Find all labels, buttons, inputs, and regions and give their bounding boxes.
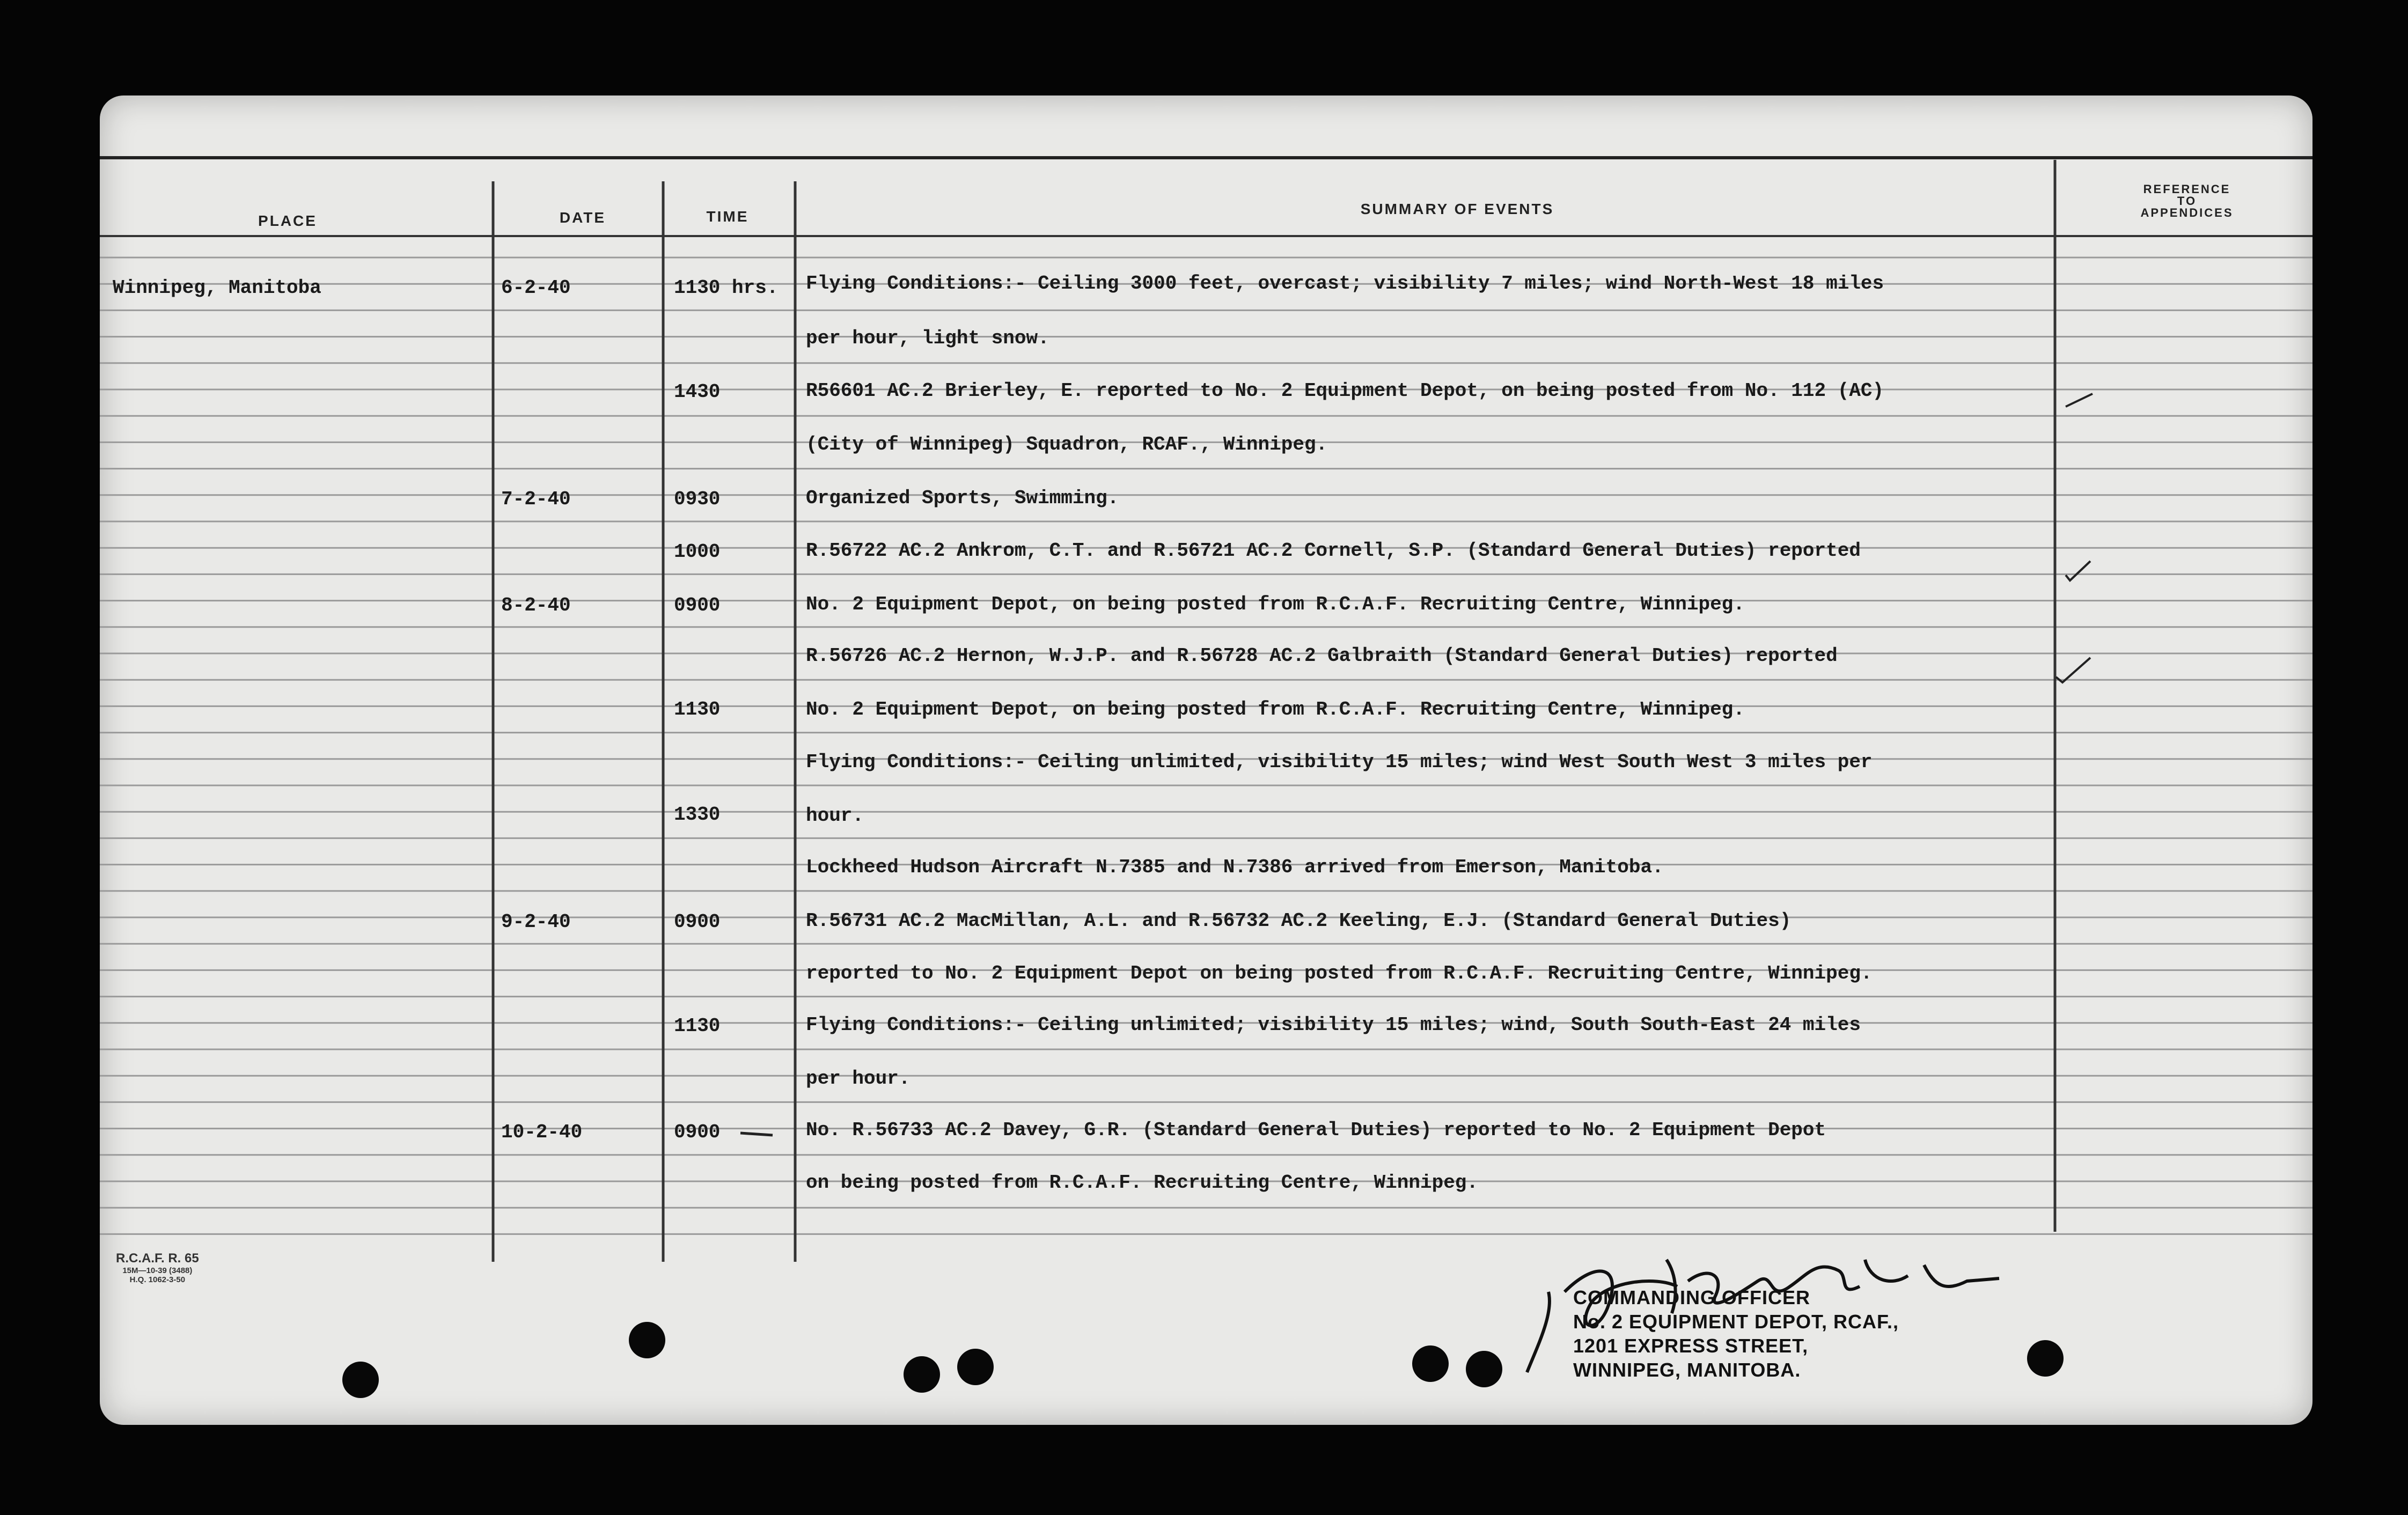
header-reference: APPENDICES bbox=[2140, 206, 2234, 219]
event-line: on being posted from R.C.A.F. Recruiting Centre, Winnipeg. bbox=[806, 1172, 1479, 1194]
diary-card bbox=[100, 95, 2312, 1425]
commanding-officer-stamp bbox=[1573, 1285, 1899, 1382]
event-line: R.56726 AC.2 Hernon, W.J.P. and R.56728 AC.2 Galbraith (Standard General Duties) reported bbox=[806, 645, 1838, 667]
punch-hole bbox=[629, 1322, 665, 1358]
punch-hole bbox=[1466, 1351, 1502, 1387]
check-mark bbox=[2053, 653, 2096, 686]
header-date: DATE bbox=[559, 209, 606, 226]
check-mark bbox=[2064, 385, 2096, 412]
time-cell: 0900 bbox=[674, 1121, 721, 1143]
time-cell: 1130 bbox=[674, 1015, 721, 1037]
time-cell: 0930 bbox=[674, 488, 721, 510]
event-line: per hour, light snow. bbox=[806, 327, 1049, 349]
time-cell: 1130 hrs. bbox=[674, 277, 779, 299]
stamp-line: WINNIPEG, MANITOBA. bbox=[1573, 1359, 1801, 1381]
time-cell: 1430 bbox=[674, 381, 721, 403]
form-identifier bbox=[116, 1251, 199, 1284]
header-time: TIME bbox=[706, 208, 749, 225]
punch-hole bbox=[342, 1362, 379, 1398]
check-mark bbox=[2064, 557, 2096, 584]
form-number: R.C.A.F. R. 65 bbox=[116, 1251, 199, 1266]
event-line: Flying Conditions:- Ceiling unlimited, visibility 15 miles; wind West South West 3 miles per bbox=[806, 751, 1873, 773]
form-print-code: 15M—10-39 (3488) bbox=[122, 1266, 193, 1275]
event-line: Flying Conditions:- Ceiling 3000 feet, overcast; visibility 7 miles; wind North-West 18 miles bbox=[806, 273, 1884, 295]
header-summary: SUMMARY OF EVENTS bbox=[1360, 201, 1554, 217]
event-line: reported to No. 2 Equipment Depot on being posted from R.C.A.F. Recruiting Centre, Winnipeg. bbox=[806, 962, 1873, 984]
stamp-line: COMMANDING OFFICER bbox=[1573, 1286, 1810, 1308]
event-line: Lockheed Hudson Aircraft N.7385 and N.7386 arrived from Emerson, Manitoba. bbox=[806, 856, 1664, 878]
punch-hole bbox=[1412, 1345, 1449, 1382]
event-line: (City of Winnipeg) Squadron, RCAF., Winnipeg. bbox=[806, 433, 1328, 455]
date-cell: 9-2-40 bbox=[501, 911, 571, 933]
event-line: No. 2 Equipment Depot, on being posted from R.C.A.F. Recruiting Centre, Winnipeg. bbox=[806, 593, 1745, 615]
punch-hole bbox=[904, 1356, 940, 1393]
punch-hole bbox=[957, 1349, 994, 1385]
date-cell: 10-2-40 bbox=[501, 1121, 583, 1143]
time-cell: 0900 bbox=[674, 594, 721, 616]
event-line: R.56722 AC.2 Ankrom, C.T. and R.56721 AC.2 Cornell, S.P. (Standard General Duties) reported bbox=[806, 540, 1861, 562]
stamp-line: No. 2 EQUIPMENT DEPOT, RCAF., bbox=[1573, 1311, 1899, 1333]
header-reference: REFERENCE bbox=[2143, 182, 2231, 196]
date-cell: 7-2-40 bbox=[501, 488, 571, 510]
time-cell: 1330 bbox=[674, 804, 721, 826]
time-cell: 1130 bbox=[674, 698, 721, 720]
event-line: per hour. bbox=[806, 1068, 911, 1090]
date-cell: 8-2-40 bbox=[501, 594, 571, 616]
stamp-line: 1201 EXPRESS STREET, bbox=[1573, 1335, 1809, 1357]
header-reference: TO bbox=[2177, 194, 2197, 208]
event-line: Organized Sports, Swimming. bbox=[806, 487, 1119, 509]
event-line: Flying Conditions:- Ceiling unlimited; visibility 15 miles; wind, South South-East 24 miles bbox=[806, 1014, 1861, 1036]
time-cell: 1000 bbox=[674, 541, 721, 563]
date-cell: 6-2-40 bbox=[501, 277, 571, 299]
event-line: No. 2 Equipment Depot, on being posted from R.C.A.F. Recruiting Centre, Winnipeg. bbox=[806, 698, 1745, 720]
time-cell: 0900 bbox=[674, 911, 721, 933]
header-place: PLACE bbox=[258, 212, 317, 229]
event-line: hour. bbox=[806, 805, 864, 827]
punch-hole bbox=[2027, 1340, 2064, 1377]
place-cell: Winnipeg, Manitoba bbox=[113, 277, 321, 299]
event-line: R.56731 AC.2 MacMillan, A.L. and R.56732 AC.2 Keeling, E.J. (Standard General Duties) bbox=[806, 910, 1792, 932]
form-hq-code: H.Q. 1062-3-50 bbox=[129, 1275, 186, 1284]
event-line: No. R.56733 AC.2 Davey, G.R. (Standard General Duties) reported to No. 2 Equipment Depot bbox=[806, 1119, 1826, 1141]
event-line: R56601 AC.2 Brierley, E. reported to No. 2 Equipment Depot, on being posted from No. 112 (AC) bbox=[806, 380, 1884, 402]
dash-mark bbox=[738, 1126, 776, 1142]
